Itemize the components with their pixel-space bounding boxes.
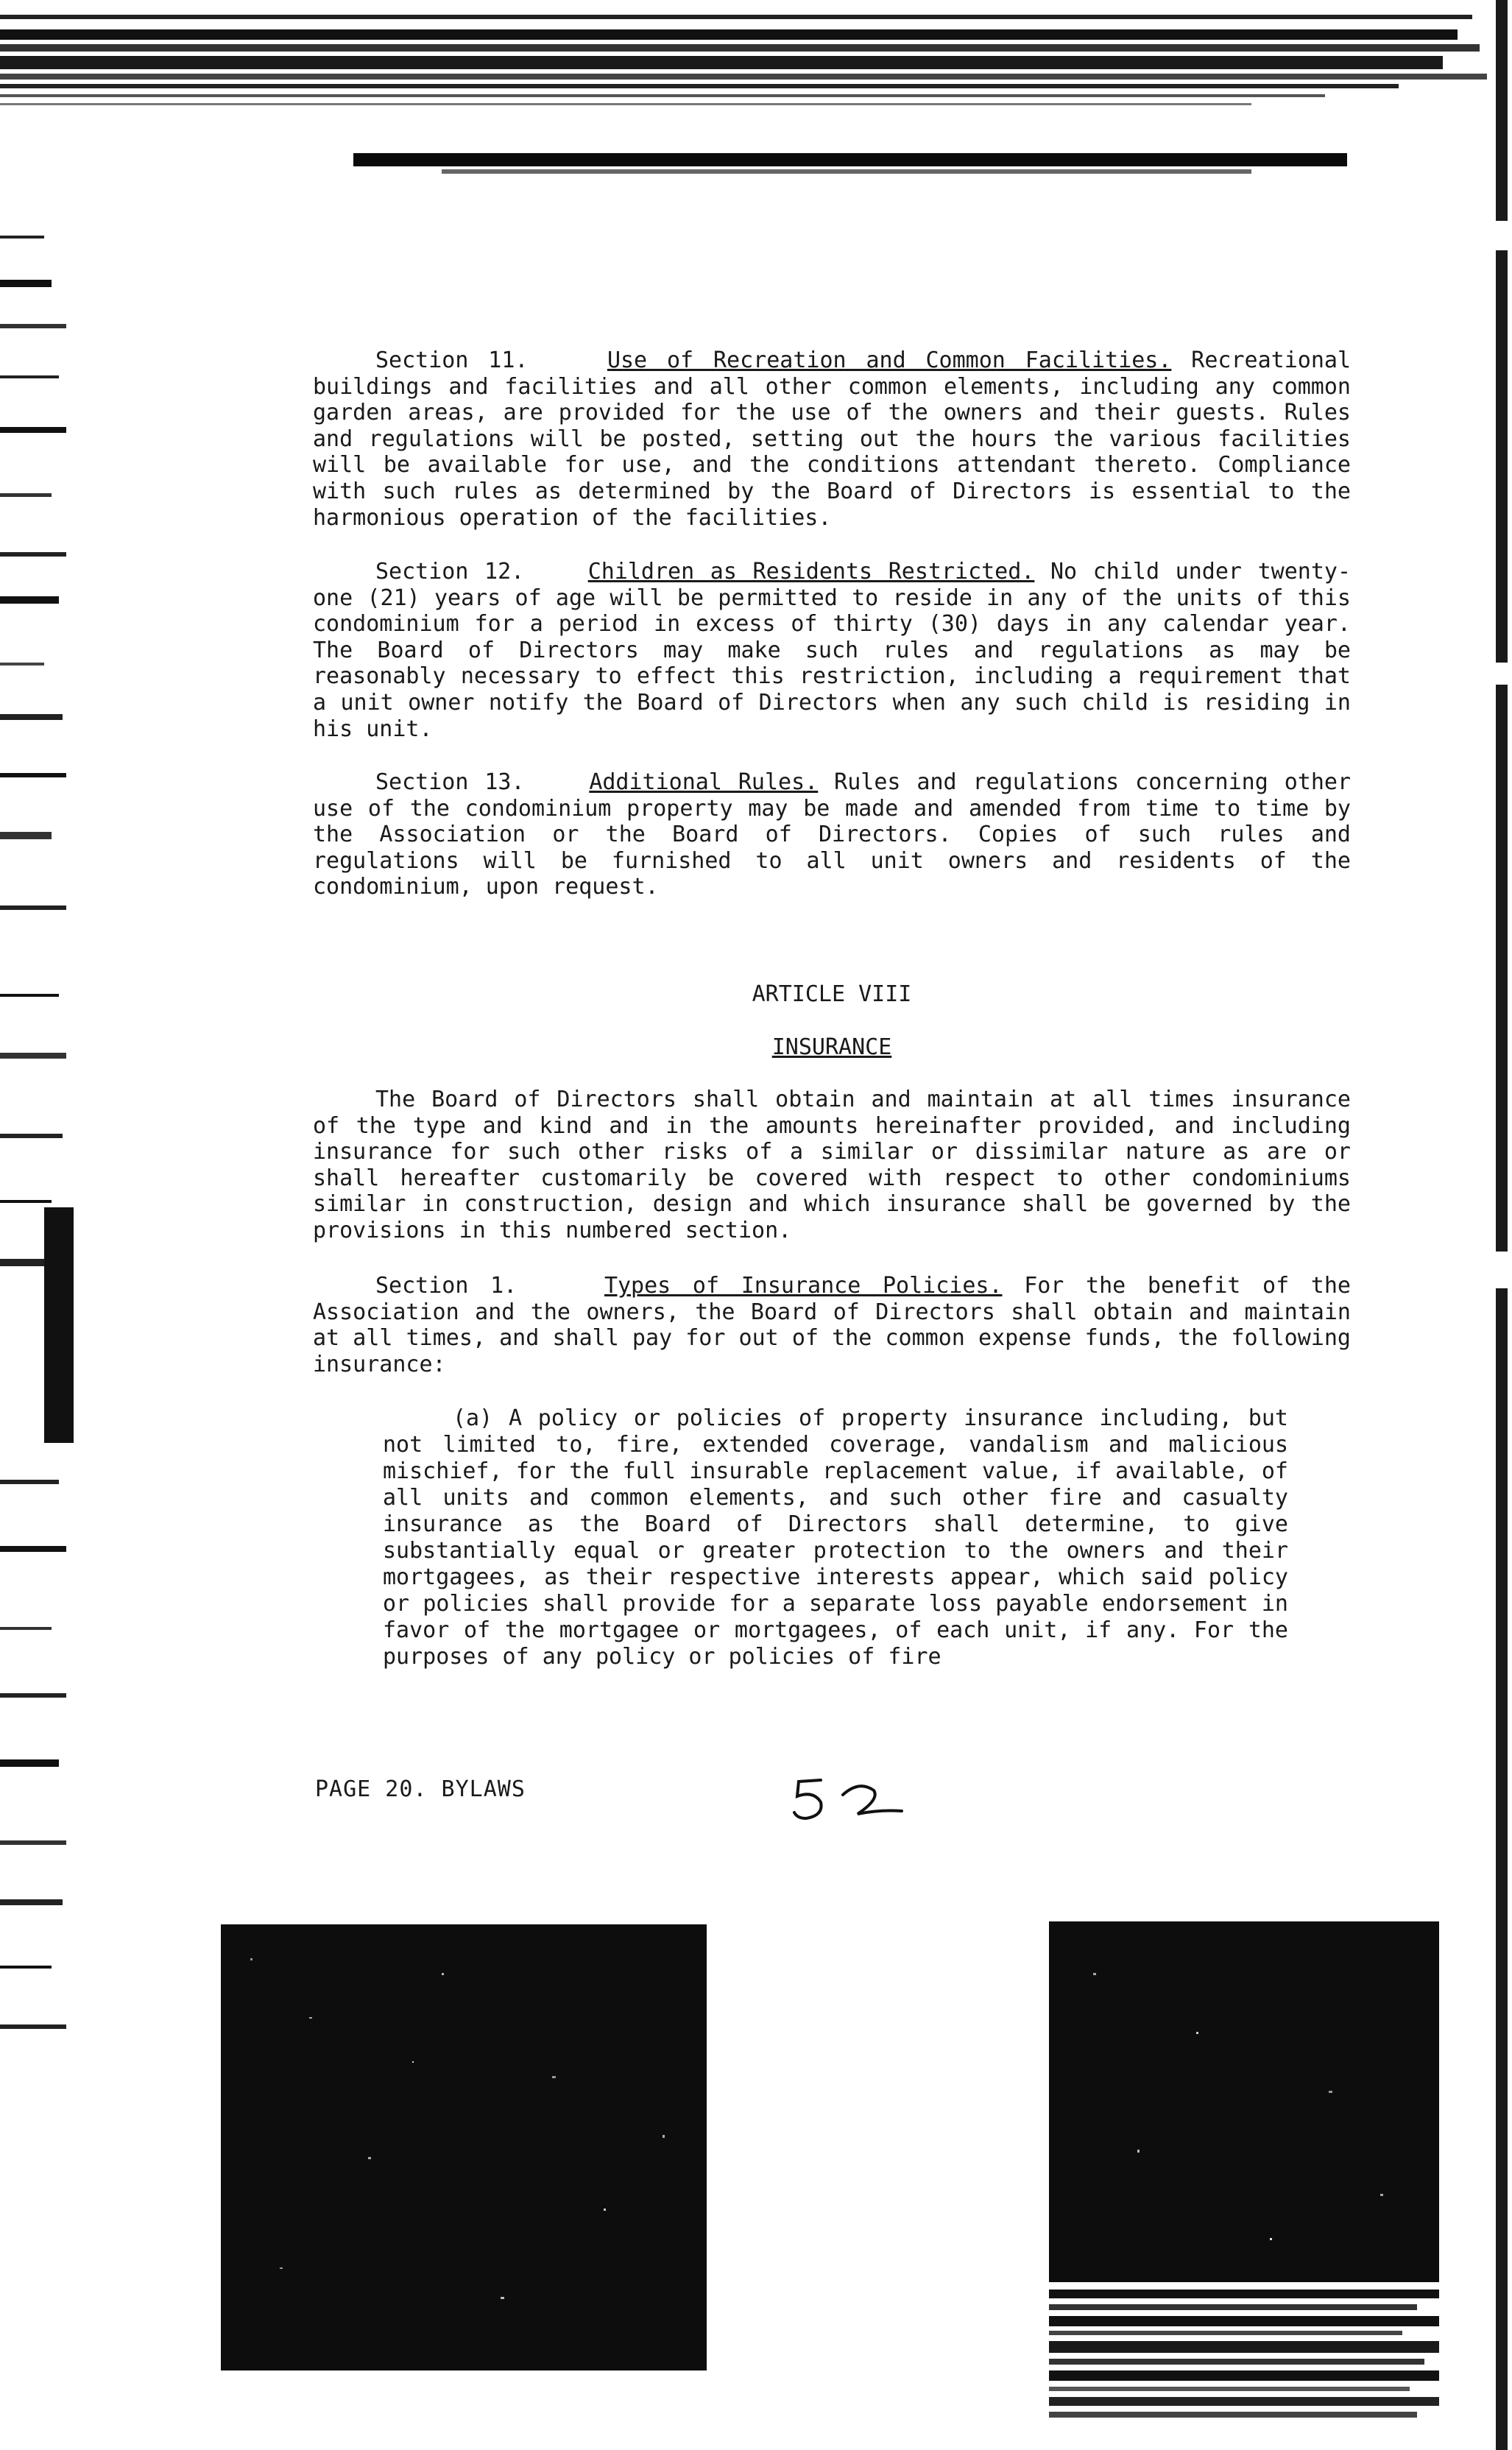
section-title: Types of Insurance Policies. <box>604 1273 1003 1299</box>
scan-noise-top <box>0 0 1512 184</box>
scan-edge-right <box>1490 0 1512 2450</box>
section-12 <box>313 559 1351 742</box>
section-number: Section 12. <box>375 559 525 585</box>
section-title: Additional Rules. <box>589 769 819 795</box>
article-intro-text: The Board of Directors shall obtain and maintain at all times insurance of the type and kind and in the amounts hereinafter provided, and including insurance for such other risks of a similar or dissimilar nature as are or shall hereafter customarily be covered with respect to other condominiums similar in construction, design and which insurance shall be governed by the provisions in this numbered section. <box>313 1087 1351 1243</box>
insurance-section-1 <box>313 1273 1351 1377</box>
item-a-text: (a) A policy or policies of property insurance including, but not limited to, fire, extended coverage, vandalism and malicious mischief, for the full insurable replacement value, if available, of all units and common elements, and such other fire and casualty insurance as the Board of Directors shall determine, to give substantially equal or greater protection to the owners and their mortgagees, as their respective interests appear, which said policy or policies shall provide for a separate loss payable endorsement in favor of the mortgagee or mortgagees, of each unit, if any. For the purposes of any policy or policies of fire <box>383 1405 1288 1670</box>
insurance-item-a <box>383 1405 1288 1670</box>
article-intro <box>313 1087 1351 1244</box>
footer-label: PAGE 20. BYLAWS <box>315 1776 526 1802</box>
section-number: Section 13. <box>375 769 525 795</box>
section-number: Section 11. <box>375 347 529 373</box>
scan-blot-left <box>221 1914 707 2370</box>
section-title: Use of Recreation and Common Facilities. <box>607 347 1172 373</box>
scan-blot-right <box>1049 1914 1439 2444</box>
article-subheading <box>313 1034 1351 1060</box>
section-body: No child under twenty-one (21) years of age will be permitted to reside in any of the units of this condominium for a period in excess of thirty (30) days in any calendar year. The Board of Directors may make such rules and regulations as may be reasonably necessary to effect this restriction, including a requirement that a unit owner notify the Board of Directors when any such child is residing in his unit. <box>313 559 1352 742</box>
article-heading: ARTICLE VIII <box>752 981 912 1007</box>
section-body: Recreational buildings and facilities and all other common elements, including any common garden areas, are provided for the use of the owners and their guests. Rules and regulations will be posted, setting out the hours the various facilities will be available for use, and the conditions attendant thereto. Compliance with such rules as determined by the Board of Directors is essential to the harmonious operation of the facilities. <box>313 347 1352 531</box>
section-number: Section 1. <box>375 1273 517 1299</box>
section-13 <box>313 769 1351 900</box>
handwritten-page-number <box>791 1767 939 1826</box>
scan-noise-left <box>0 184 155 2083</box>
section-11 <box>313 347 1351 531</box>
section-body: For the benefit of the Association and the owners, the Board of Directors shall obtain and maintain at all times, and shall pay for out of the common expense funds, the following insurance: <box>313 1273 1351 1377</box>
section-title: Children as Residents Restricted. <box>587 559 1035 585</box>
article-subheading-text: INSURANCE <box>771 1034 892 1060</box>
section-body: Rules and regulations concerning other use of the condominium property may be made and amended from time to time by the Association or the Board of Directors. Copies of such rules and regulations will be furnished to all unit owners and residents of the condominium, upon request. <box>313 769 1352 900</box>
